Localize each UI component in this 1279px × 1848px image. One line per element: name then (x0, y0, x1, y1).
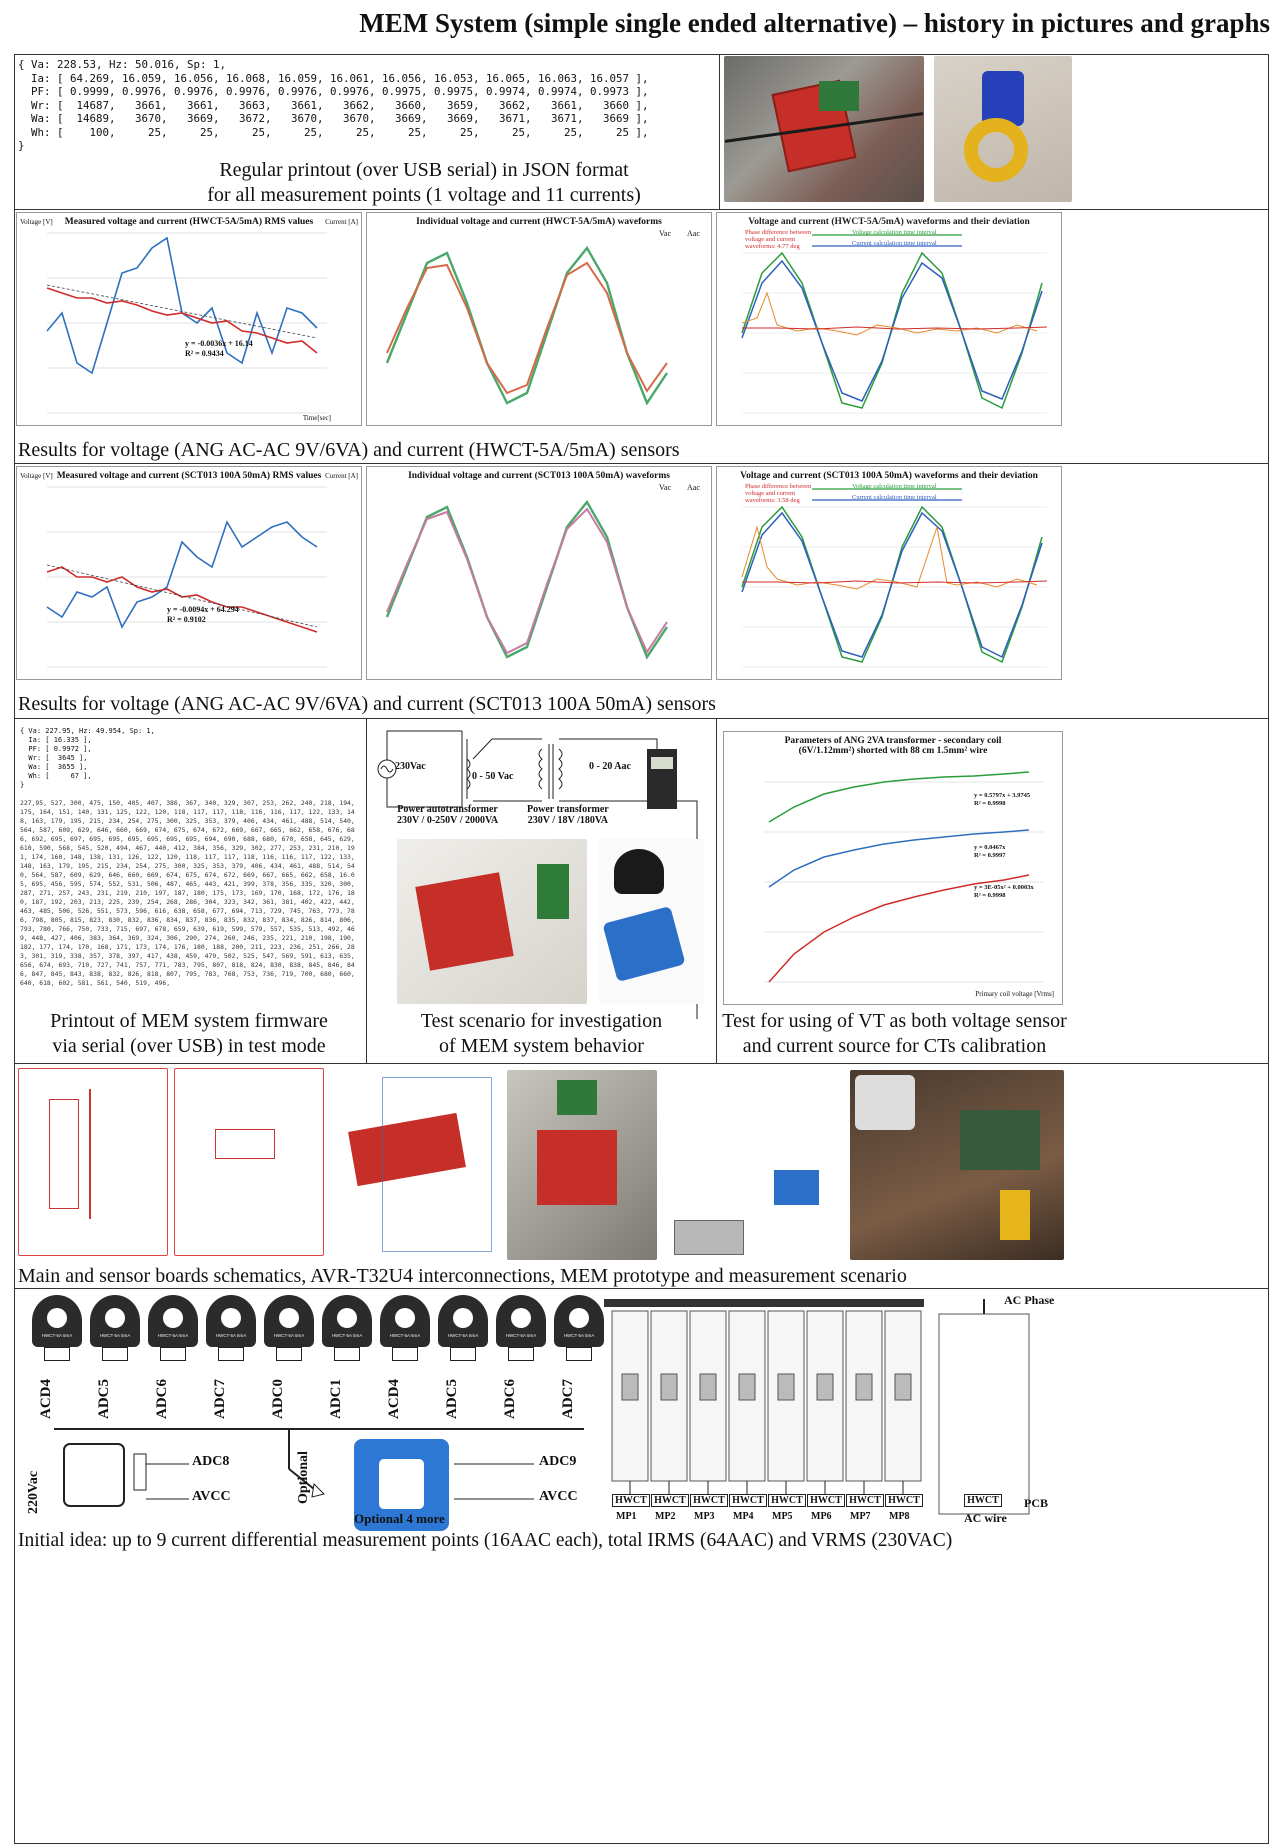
ct-sensor-text: HWCT-5A 5mA (215, 1333, 247, 1338)
xl: Time[sec] (302, 414, 331, 422)
fit-eq: y = -0.0094x + 64.294 (167, 605, 239, 614)
mp-label: MP8 (889, 1511, 910, 1522)
ct-sensor-text: HWCT-5A 5mA (331, 1333, 363, 1338)
ct-sensor (496, 1295, 546, 1347)
sct-rms-svg (17, 467, 363, 681)
vt-fit3-r2: R² = 0.9998 (974, 892, 1006, 899)
ct-sensor-text: HWCT-5A 5mA (447, 1333, 479, 1338)
chart-title: Individual voltage and current (SCT013 100A 50mA) waveforms (408, 471, 670, 481)
scenario-caption: Test scenario for investigation of MEM system behavior (420, 1010, 663, 1057)
hwct-wave-chart (366, 212, 712, 426)
vt-xl: Primary coil voltage [Vrms] (975, 990, 1054, 998)
ac-phase-label: AC Phase (1004, 1293, 1055, 1307)
mp-label: MP5 (772, 1511, 793, 1522)
ct-sensors-photo (599, 839, 704, 1004)
ct-sensor-text: HWCT-5A 5mA (563, 1333, 595, 1338)
ct-sensor (380, 1295, 430, 1347)
sct-caption: Results for voltage (ANG AC-AC 9V/6VA) and current (SCT013 100A 50mA) sensors (18, 693, 716, 715)
cint: Current calculation time interval (852, 240, 937, 247)
ct-label: ACD4 (38, 1379, 54, 1419)
fit-eq: y = -0.0036x + 16.14 (185, 339, 253, 348)
vt-chart (723, 731, 1063, 1005)
ct-sensor-text: HWCT-5A 5mA (389, 1333, 421, 1338)
photo-cell (719, 54, 1269, 209)
mp-label: MP7 (850, 1511, 871, 1522)
trans-label: Power transformer 230V / 18V /180VA (527, 804, 609, 826)
v230-label: 230Vac (395, 761, 426, 772)
ct-sensor-text: HWCT-5A 5mA (273, 1333, 305, 1338)
vt-caption: Test for using of VT as both voltage sensor and current source for CTs calibration (722, 1010, 1067, 1057)
phase-note: Phase difference between voltage and current waveforms: 4.77 deg (745, 229, 812, 250)
firmware-head: { Va: 227.95, Hz: 49.954, Sp: 1, Ia: [ 16.335 ], PF: [ 0.9972 ], Wr: [ 3645 ], Wa: [ 3655 ], Wh: [ 67 ], } (20, 727, 155, 789)
prototype-photo (507, 1070, 657, 1260)
vac: Vac (659, 483, 671, 492)
ct-sensor (554, 1295, 604, 1347)
json-printout: { Va: 228.53, Hz: 50.016, Sp: 1, Ia: [ 64.269, 16.059, 16.056, 16.068, 16.059, 16.061, 16.056, 16.053, 16.065, 16.063, 16.057 ], PF: [ 0.9999, 0.9976, 0.9976, 0.9976, 0.9976, 0.9976, 0.9975, 0.9975, 0.9974, 0.9974, 0.9973 ], Wr: [ 14687, 3661, 3661, 3663, 3661, 3662, 3660, 3659, 3662, 3661, 3660 ], Wa: [ 14689, 3670, 3669, 3672, 3670, 3670, 3669, 3669, 3671, 3671, 3669 ], Wh: [ 100, 25, 25, 25, 25, 25, 25, 25, 25, 25, 25 ], } (18, 58, 649, 152)
ct-label: ACD4 (386, 1379, 402, 1419)
current-wave (387, 263, 667, 393)
ct-sensor-text: HWCT-5A 5mA (157, 1333, 189, 1338)
boards-caption: Main and sensor boards schematics, AVR-T32U4 interconnections, MEM prototype and measurement scenario (18, 1265, 907, 1287)
ct-label: ADC7 (560, 1379, 576, 1419)
hwct-dev-chart (716, 212, 1062, 426)
workbench-photo (850, 1070, 1064, 1260)
sct-rms-chart (16, 466, 362, 680)
optional-label: Optional (296, 1451, 311, 1504)
hwct-label: HWCT (964, 1494, 1002, 1507)
ct-label: ADC5 (96, 1379, 112, 1419)
row-tests (14, 718, 1269, 1063)
ct-label: ADC7 (212, 1379, 228, 1419)
chart-title: Measured voltage and current (HWCT-5A/5mA) RMS values (64, 217, 314, 227)
ct-sensor (438, 1295, 488, 1347)
yr: Current [A] (325, 218, 358, 226)
hwct-rms-svg (17, 213, 363, 427)
ct-sensor (264, 1295, 314, 1347)
mp-label: MP4 (733, 1511, 754, 1522)
mp-label: MP3 (694, 1511, 715, 1522)
vint: Voltage calculation time interval (852, 483, 937, 490)
hwct-label: HWCT (846, 1494, 884, 1507)
hwct-label: HWCT (807, 1494, 845, 1507)
sct-wave-chart (366, 466, 712, 680)
ct-label: ADC6 (502, 1379, 518, 1419)
firmware-body: 227,95, 527, 300, 475, 150, 405, 407, 386, 367, 340, 329, 307, 253, 262, 240, 218, 194, 175, 164, 151, 140, 131, 125, 122, 120, 118, 117, 117, 118, 116, 116, 117, 122, 133, 148, 163, 179, 195, 215, 234, 254, 275, 300, 325, 353, 379, 406, 434, 461, 488, 514, 540, 564, 587, 609, 629, 646, 660, 669, 674, 675, 674, 672, 669, 667, 665, 662, 658, 676, 686, 692, 695, 697, 695, 695, 695, 695, 695, 695, 694, 690, 688, 680, 670, 658, 645, 629, 610, 590, 568, 545, 520, 494, 467, 440, 412, 384, 356, 329, 302, 277, 253, 231, 210, 191, 174, 160, 148, 138, 131, 126, 122, 120, 118, 117, 117, 118, 116, 116, 117, 122, 133, 148, 163, 179, 195, 215, 234, 254, 275, 300, 325, 353, 379, 406, 434, 461, 488, 514, 540, 564, 587, 609, 629, 646, 660, 669, 674, 675, 674, 672, 669, 667, 665, 662, 658, 16.05, 695, 456, 595, 574, 552, 531, 506, 487, 465, 443, 421, 399, 378, 356, 335, 320, 300, 287, 271, 257, 243, 231, 219, 210, 197, 187, 180, 175, 173, 169, 170, 168, 172, 176, 180, 187, 192, 203, 213, 225, 239, 254, 268, 286, 304, 323, 342, 361, 381, 402, 422, 442, 463, 485, 506, 526, 551, 573, 596, 616, 638, 658, 677, 694, 713, 729, 745, 763, 773, 786, 798, 805, 815, 823, 830, 832, 836, 834, 837, 836, 835, 832, 837, 834, 826, 814, 806, 793, 780, 766, 750, 733, 715, 697, 678, 659, 639, 619, 599, 579, 557, 535, 513, 492, 469, 448, 427, 406, 383, 364, 369, 324, 306, 290, 274, 260, 246, 235, 221, 210, 198, 190, 182, 177, 174, 170, 168, 171, 173, 174, 176, 180, 188, 200, 211, 223, 236, 251, 266, 283, 301, 319, 338, 357, 378, 397, 417, 438, 459, 479, 502, 525, 547, 569, 591, 613, 635, 656, 674, 693, 710, 727, 741, 757, 771, 783, 795, 807, 818, 824, 830, 838, 845, 846, 846, 847, 845, 843, 838, 832, 826, 818, 807, 795, 783, 768, 753, 736, 719, 700, 680, 660, 640, 618, 602, 581, 561, 540, 519, 496, (20, 799, 359, 987)
row-boards (14, 1063, 1269, 1288)
vt-fit3: y = 3E-05x² + 0.0003x (974, 884, 1034, 891)
hwct-rms-chart (16, 212, 362, 426)
chart-title: Measured voltage and current (SCT013 100A 50mA) RMS values (56, 471, 322, 481)
cint: Current calculation time interval (852, 494, 937, 501)
hwct-label: HWCT (612, 1494, 650, 1507)
vt-fit2: y = 0.0467x (974, 844, 1006, 851)
sct-dev-chart (716, 466, 1062, 680)
interconnection-diagram (342, 1072, 502, 1257)
adc8-label: ADC8 (192, 1454, 230, 1469)
ct-label: ADC6 (154, 1379, 170, 1419)
phase-note: Phase difference between voltage and current waveforms: 3.58 deg (745, 483, 812, 504)
hwct-label: HWCT (690, 1494, 728, 1507)
mp-label: MP1 (616, 1511, 637, 1522)
mp-label: MP6 (811, 1511, 832, 1522)
r2: R² = 0.9102 (167, 615, 206, 624)
ac-wire-label: AC wire (964, 1511, 1007, 1525)
avcc2-label: AVCC (539, 1489, 578, 1504)
voltage-series (47, 238, 317, 373)
yl: Voltage [V] (20, 472, 53, 480)
chart-title: Individual voltage and current (HWCT-5A/5mA) waveforms (416, 217, 662, 227)
page-title: MEM System (simple single ended alternative) – history in pictures and graphs (359, 8, 1270, 38)
firmware-caption: Printout of MEM system firmware via serial (over USB) in test mode (50, 1010, 328, 1057)
vt-fit1-r2: R² = 0.9998 (974, 800, 1006, 807)
vint: Voltage calculation time interval (852, 229, 937, 236)
hwct-label: HWCT (885, 1494, 923, 1507)
test-setup-photo (397, 839, 587, 1004)
vac: Vac (659, 229, 671, 238)
clamp-ct-photo (934, 56, 1072, 202)
yr: Current [A] (325, 472, 358, 480)
opt4-label: Optional 4 more (354, 1511, 445, 1526)
row-sct (14, 463, 1269, 718)
vt-cell (716, 719, 1269, 1064)
mem-board-photo (724, 56, 924, 202)
vt-fit2-r2: R² = 0.9997 (974, 852, 1006, 859)
ct-sensor (206, 1295, 256, 1347)
hwct-caption: Results for voltage (ANG AC-AC 9V/6VA) and current (HWCT-5A/5mA) sensors (18, 439, 680, 461)
row-json (14, 54, 1269, 209)
sct-wave-svg (367, 467, 713, 681)
v220-label: 220Vac (26, 1470, 41, 1514)
hwct-wave-svg (367, 213, 713, 427)
vt-fit1: y = 0.5797x + 3.9745 (974, 792, 1031, 799)
json-caption: Regular printout (over USB serial) in JSON format for all measurement points (1 voltage and 11 currents) (207, 159, 641, 206)
ct-sensor-text: HWCT-5A 5mA (41, 1333, 73, 1338)
hwct-label: HWCT (651, 1494, 689, 1507)
ct-sensor (32, 1295, 82, 1347)
r020-label: 0 - 20 Aac (589, 761, 631, 772)
vt-svg (724, 732, 1064, 1006)
current-series (47, 288, 317, 353)
adc9-label: ADC9 (539, 1454, 577, 1469)
idea-caption: Initial idea: up to 9 current differential measurement points (16AAC each), total IRMS (64AAC) and VRMS (230VAC) (18, 1530, 953, 1551)
hwct-label: HWCT (768, 1494, 806, 1507)
auto-label: Power autotransformer 230V / 0-250V / 2000VA (397, 804, 499, 826)
avcc-label: AVCC (192, 1489, 231, 1504)
ct-sensor (322, 1295, 372, 1347)
ct-sensor (90, 1295, 140, 1347)
ct-label: ADC1 (328, 1379, 344, 1419)
mp-label: MP2 (655, 1511, 676, 1522)
pcb-label: PCB (1024, 1496, 1048, 1510)
chart-title: Voltage and current (HWCT-5A/5mA) waveforms and their deviation (748, 217, 1030, 227)
scenario-cell (366, 719, 716, 1064)
voltage-wave (387, 248, 667, 403)
chart-title: Parameters of ANG 2VA transformer - secondary coil (6V/1.12mm²) shorted with 88 cm 1.5mm² wire (784, 736, 1002, 756)
row-hwct (14, 209, 1269, 463)
r2: R² = 0.9434 (185, 349, 224, 358)
sensor-board-schematic (174, 1068, 324, 1256)
row-idea (14, 1288, 1269, 1844)
yl: Voltage [V] (20, 218, 53, 226)
ct-label: ADC5 (444, 1379, 460, 1419)
r050-label: 0 - 50 Vac (472, 771, 514, 782)
ct-sensor (148, 1295, 198, 1347)
ct-label: ADC0 (270, 1379, 286, 1419)
chart-title: Voltage and current (SCT013 100A 50mA) waveforms and their deviation (740, 471, 1038, 481)
main-board-schematic (18, 1068, 168, 1256)
ct-sensor-text: HWCT-5A 5mA (99, 1333, 131, 1338)
aac: Aac (687, 229, 700, 238)
hwct-label: HWCT (729, 1494, 767, 1507)
ct-sensor-text: HWCT-5A 5mA (505, 1333, 537, 1338)
aac: Aac (687, 483, 700, 492)
measurement-scenario-diagram (664, 1070, 844, 1260)
